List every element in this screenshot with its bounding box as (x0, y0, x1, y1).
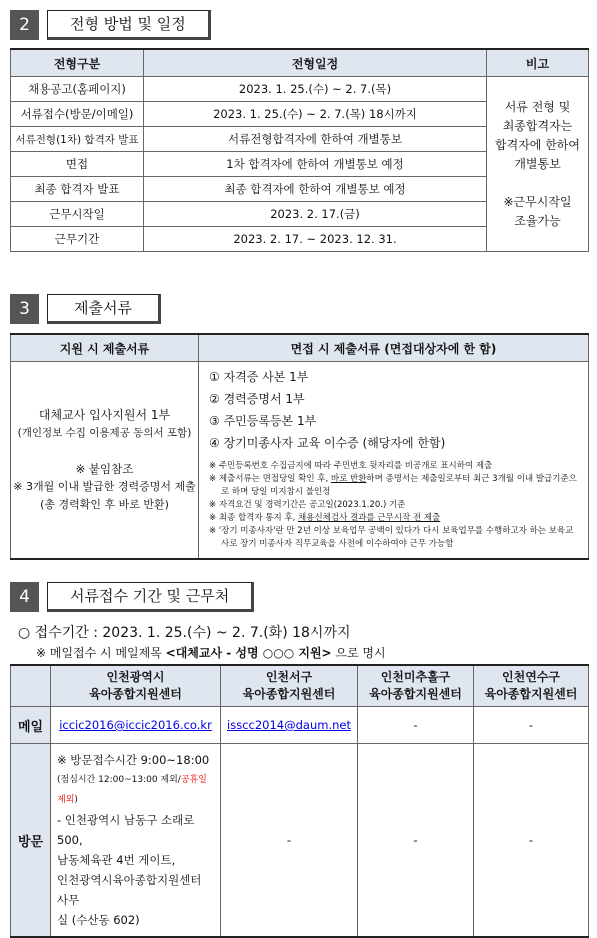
visit-cell: - (474, 744, 589, 938)
stage-schedule: 1차 합격자에 한하여 개별통보 예정 (144, 152, 487, 177)
section-number: 3 (10, 294, 39, 324)
email-cell: - (358, 707, 474, 744)
remark-line: 조율가능 (514, 213, 561, 228)
note-text: 으로 명시 (331, 646, 386, 660)
header-cell: 전형구분 (11, 49, 144, 77)
center-name: 인천미추홀구 (380, 670, 451, 684)
note-text: 하며 증명서는 제출일로부터 최근 3개월 이내 발급기준으로 하며 당일 미지참시 불인정 (221, 474, 577, 497)
note-text: ) (74, 795, 78, 805)
table-header-row (11, 334, 589, 362)
center-header (221, 665, 358, 707)
table-row (11, 362, 589, 560)
center-header (474, 665, 589, 707)
stage-label: 면접 (11, 152, 144, 177)
note-line (209, 512, 578, 525)
section-title: 제출서류 (47, 294, 161, 324)
stage-label: 채용공고(홈페이지) (11, 77, 144, 102)
table-row (11, 744, 589, 938)
stage-schedule: 최종 합격자에 한하여 개별통보 예정 (144, 177, 487, 202)
center-name: 인천광역시 (106, 670, 165, 684)
row-label-mail: 메일 (11, 707, 51, 744)
header-cell: 비고 (487, 49, 589, 77)
center-name: 인천서구 (265, 670, 313, 684)
center-name: 육아종합지원센터 (89, 687, 182, 701)
visit-cell: - (358, 744, 474, 938)
doc-line: 대체교사 입사지원서 1부 (38, 408, 171, 422)
note-text: (점심시간 12:00~13:00 제외/ (57, 775, 181, 785)
corner-cell (11, 665, 51, 707)
remarks-cell (487, 77, 589, 252)
remark-line: ※근무시작일 (503, 194, 572, 209)
doc-item: ① 자격증 사본 1부 (209, 370, 309, 384)
doc-line: (총 경력확인 후 바로 반환) (40, 498, 169, 511)
doc-item: ④ 장기미종사자 교육 이수증 (해당자에 한함) (209, 436, 446, 450)
visit-address: 인천광역시육아종합지원센터 사무 (57, 873, 202, 907)
doc-item: ③ 주민등록등본 1부 (209, 414, 317, 428)
visit-cell: - (221, 744, 358, 938)
visit-info (51, 744, 221, 938)
stage-label: 최종 합격자 발표 (11, 177, 144, 202)
remark-line: 최종합격자는 (502, 118, 573, 133)
header-cell: 전형일정 (144, 49, 487, 77)
table-header-row (11, 665, 589, 707)
section-title: 전형 방법 및 일정 (47, 10, 211, 40)
row-label-visit: 방문 (11, 744, 51, 938)
stage-label: 서류접수(방문/이메일) (11, 102, 144, 127)
header-cell: 면접 시 제출서류 (면접대상자에 한 함) (199, 334, 589, 362)
visit-lunch (57, 770, 214, 810)
mail-subject-note (36, 644, 386, 661)
note-line: ※ '장기 미종사자'란 만 2년 이상 보육업무 공백이 있다가 다시 보육업무를 수행하고자 하는 보육교사로 장기 미종사자 직무교육을 사전에 이수하여야 근무 가능함 (209, 526, 574, 549)
note-line: ※ 자격요건 및 경력기간은 공고일(2023.1.20.) 기준 (209, 500, 406, 510)
note-underlined: 채용신체검사 결과를 근무시작 전 제출 (298, 513, 441, 523)
center-name: 육아종합지원센터 (369, 687, 462, 701)
email-link[interactable]: iccic2016@iccic2016.co.kr (59, 718, 212, 732)
doc-item: ② 경력증명서 1부 (209, 392, 305, 406)
email-cell (51, 707, 221, 744)
stage-schedule: 2023. 2. 17. ~ 2023. 12. 31. (144, 227, 487, 252)
note-text: ※ 제출서류는 면접당일 확인 후, (209, 474, 331, 484)
submission-period: ○ 접수기간 : 2023. 1. 25.(수) ~ 2. 7.(화) 18시까지 (18, 625, 351, 641)
section-title: 서류접수 기간 및 근무처 (47, 582, 254, 612)
schedule-table (10, 48, 589, 252)
section-number: 4 (10, 582, 39, 612)
note-line: ※ 주민등록번호 수집금지에 따라 주민번호 뒷자리를 비공개로 표시하여 제출 (209, 461, 493, 471)
table-row (11, 707, 589, 744)
remark-line: 서류 전형 및 (504, 99, 571, 114)
center-name: 육아종합지원센터 (484, 687, 578, 701)
section-number: 2 (10, 10, 39, 40)
center-name: 인천연수구 (502, 670, 560, 684)
holiday-note: 공휴일 제외 (57, 775, 207, 805)
email-link[interactable]: isscc2014@daum.net (227, 718, 351, 732)
spacer (487, 174, 588, 193)
mail-subject-format: <대체교사 - 성명 ○○○ 지원> (165, 646, 332, 660)
table-header-row (11, 49, 589, 77)
stage-label: 서류전형(1차) 합격자 발표 (11, 127, 144, 152)
email-cell: - (474, 707, 589, 744)
note-underlined: 바로 반환 (330, 474, 367, 484)
stage-schedule: 2023. 1. 25.(수) ~ 2. 7.(목) (144, 77, 487, 102)
doc-line: (개인정보 수집 이용제공 동의서 포함) (17, 427, 192, 439)
stage-schedule: 2023. 2. 17.(금) (144, 202, 487, 227)
visit-address: 실 (수산동 602) (57, 913, 140, 927)
visit-hours: ※ 방문접수시간 9:00~18:00 (57, 753, 210, 767)
center-name: 육아종합지원센터 (242, 687, 336, 701)
stage-label: 근무시작일 (11, 202, 144, 227)
doc-line: ※ 붙임참조 (75, 462, 134, 476)
interview-docs (199, 362, 589, 560)
stage-schedule: 서류전형합격자에 한하여 개별통보 (144, 127, 487, 152)
stage-schedule: 2023. 1. 25.(수) ~ 2. 7.(목) 18시까지 (144, 102, 487, 127)
stage-label: 근무기간 (11, 227, 144, 252)
application-docs (11, 362, 199, 560)
remark-line: 개별통보 (514, 156, 561, 171)
email-cell (221, 707, 358, 744)
visit-address: 남동체육관 4번 게이트, (57, 853, 176, 867)
remark-line: 합격자에 한하여 (495, 137, 580, 152)
spacer (11, 442, 198, 460)
table-row (11, 77, 589, 102)
note-text: ※ 최종 합격자 통지 후, (209, 513, 299, 523)
workplace-table (10, 664, 589, 938)
visit-address: - 인천광역시 남동구 소래로 500, (57, 813, 195, 847)
center-header (358, 665, 474, 707)
documents-table (10, 333, 589, 560)
center-header (51, 665, 221, 707)
doc-line: ※ 3개월 이내 발급한 경력증명서 제출 (13, 480, 196, 493)
header-cell: 지원 시 제출서류 (11, 334, 199, 362)
note-line (209, 473, 578, 499)
note-text: ※ 메일접수 시 메일제목 (36, 646, 166, 660)
